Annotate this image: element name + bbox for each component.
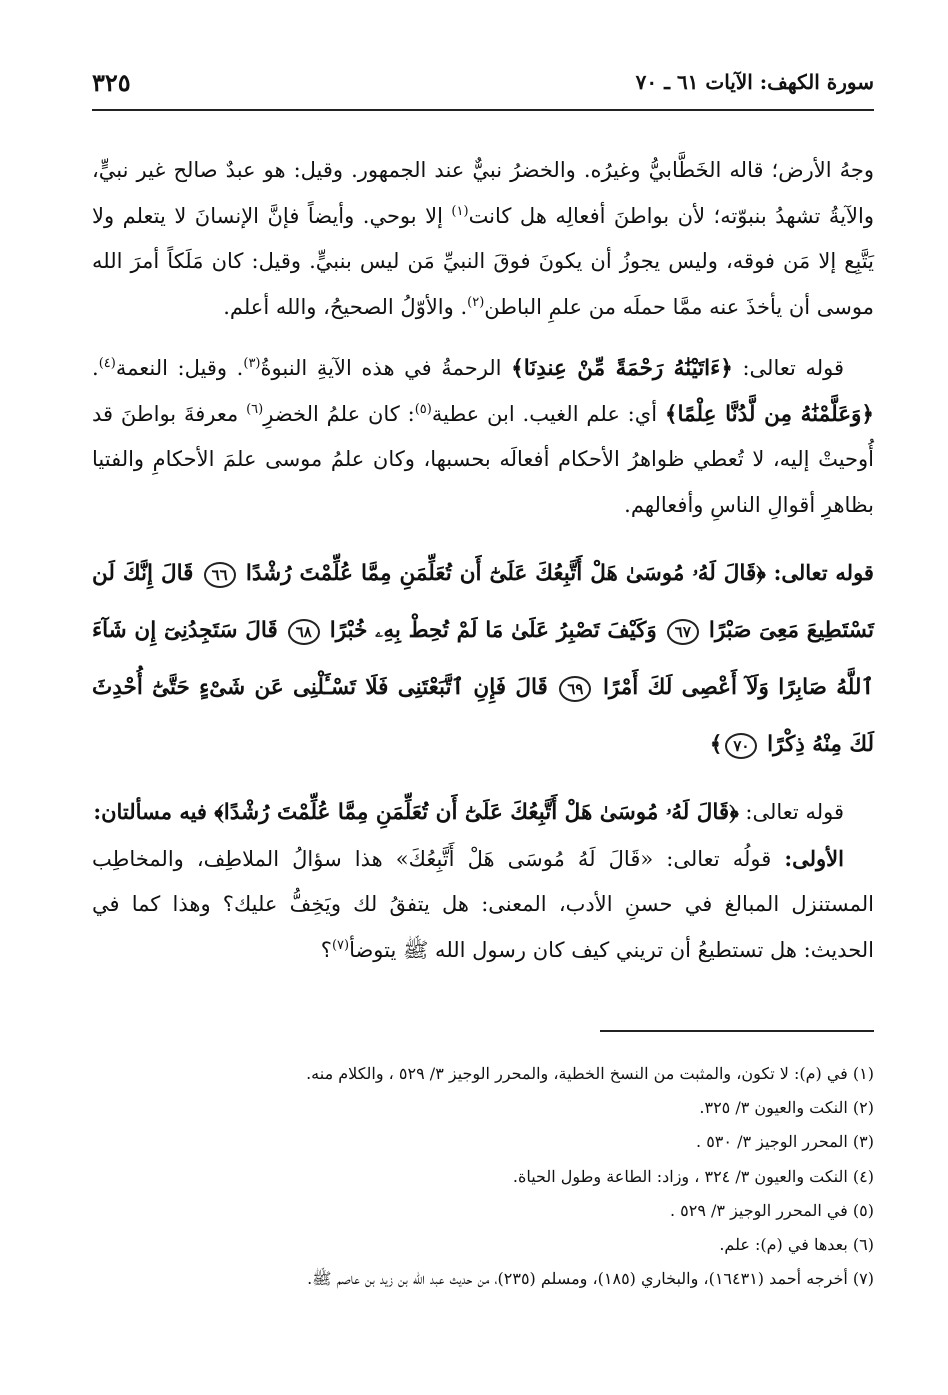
text-run: . وقيل: النعمة xyxy=(115,356,244,380)
footnote-2: (٢) النكت والعيون ٣/ ٣٢٥. xyxy=(699,1098,874,1118)
text-run: وجهُ الأرض؛ قاله الخَطَّابيُّ وغيرُه. والخضرُ نبيٌّ عند الجمهور. وقيل: هو عبدٌ صالح غير نبيٍّ، والآيةُ تشهدُ بنبوّته؛ لأن بواطنَ أفعالِه هل كانت xyxy=(92,158,874,228)
text-run: . والأوّلُ الصحيحُ، والله أعلم. xyxy=(223,294,468,319)
text-run: : كان علمُ الخضرِ xyxy=(263,401,415,426)
footnote-ref-6: (٦) xyxy=(246,401,264,417)
ayah-number-69: ٦٩ xyxy=(559,676,591,702)
footnote-4: (٤) النكت والعيون ٣/ ٣٢٤ ، وزاد: الطاعة وطول الحياة. xyxy=(512,1166,874,1186)
footnote-ref-3: (٣) xyxy=(243,356,261,371)
verse-68: وَكَيْفَ تَصْبِرُ عَلَىٰ مَا لَمْ تُحِطْ بِهِۦ خُبْرًا xyxy=(329,618,657,643)
footnote-1: (١) في (م): لا تكون، والمثبت من النسخ الخطية، والمحرر الوجيز ٣/ ٥٢٩ ، والكلام منه. xyxy=(306,1064,874,1083)
quran-quote: ﴿قَالَ لَهُۥ مُوسَىٰ هَلْ أَتَّبِعُكَ عَلَىٰٓ أَن تُعَلِّمَنِ مِمَّا عُلِّمْتَ رُشْدًا﴾ xyxy=(214,800,739,825)
footnote-5: (٥) في المحرر الوجيز ٣/ ٥٢٩ . xyxy=(669,1200,874,1220)
ayah-number-67: ٦٧ xyxy=(667,619,699,645)
text-run: الرحمةُ في هذه الآيةِ النبوةُ xyxy=(260,356,512,380)
verse-lead: قوله تعالى: xyxy=(765,560,874,585)
footnote-ref-1: (١) xyxy=(451,203,469,219)
verse-close-bracket: ﴾ xyxy=(709,732,723,757)
text-run: إلا بوحي. وأيضاً فإنَّ الإنسانَ لا يتعلم ولا يَتَّبِع إلا مَن فوقه، وليس يجوزُ أن يكونَ فوقَ النبيِّ مَن ليس بنبيٍّ. وقيل: كان مَلَكاً أمرَ الله موسى أن يأخذَ عنه ممَّا حملَه من علمِ الباطن xyxy=(92,203,874,319)
section-heading: فيه مسألتان: xyxy=(93,799,215,824)
verse-66: ﴿قَالَ لَهُۥ مُوسَىٰ هَلْ أَتَّبِعُكَ عَلَىٰٓ أَن تُعَلِّمَنِ مِمَّا عُلِّمْتَ رُشْدًا xyxy=(245,561,766,586)
ayah-number-70: ٧٠ xyxy=(725,733,757,759)
text-run: معرفةَ بواطنَ قد أُوحيتْ إليه، لا تُعطي ظواهرُ الأحكام أفعالَه بحسبها، وكان علمُ موسى علمَ الأحكامِ والفتيا بظاهرِ أقوالِ الناسِ وأفعالهم. xyxy=(92,401,874,517)
quran-quote: ﴿وَعَلَّمْنَٰهُ مِن لَّدُنَّا عِلْمًا﴾ xyxy=(664,401,874,427)
footnote-3: (٣) المحرر الوجيز ٣/ ٥٣٠ . xyxy=(696,1132,874,1152)
text-run: ؟ xyxy=(320,937,332,962)
footnote-ref-5: (٥) xyxy=(414,401,432,417)
paragraph-2 xyxy=(92,346,874,528)
text-run: . xyxy=(92,356,99,380)
text-run: قولُه تعالى: «قَالَ لَهُ مُوسَى هَلْ أَتَّبِعُكَ» هذا سؤالُ الملاطِف، والمخاطِب المستنزل المبالغ في حسنِ الأدب، المعنى: هل يتفقُ لك ويَخِفُّ عليك؟ وهذا كما في الحديث: هل تستطيعُ أن تريني كيف كان رسول الله ﷺ يتوضأ xyxy=(92,846,874,962)
footnotes xyxy=(92,1057,874,1296)
footnote-rule xyxy=(600,1030,874,1032)
paragraph-4 xyxy=(92,836,874,974)
verses-66-70 xyxy=(92,544,874,773)
footnote-7: (٧) أخرجه أحمد (١٦٤٣١)، والبخاري (١٨٥)، ومسلم (٢٣٥)، من حديث عبد الله بن زيد بن عاصم ﷺ. xyxy=(307,1269,874,1289)
running-title: سورة الكهف: الآيات ٦١ ـ ٧٠ xyxy=(635,70,874,94)
footnote-ref-4: (٤) xyxy=(98,356,116,371)
text-run: قوله تعالى: xyxy=(732,356,845,380)
page-number: ٣٢٥ xyxy=(92,68,131,97)
footnote-ref-2: (٢) xyxy=(467,294,485,310)
footnote-ref-7: (٧) xyxy=(331,937,350,953)
page-header xyxy=(92,64,874,104)
paragraph-3 xyxy=(92,789,874,836)
text-run: قوله تعالى: xyxy=(738,800,844,824)
verse-70: قَالَ فَإِنِ ٱتَّبَعْتَنِى فَلَا تَسْـَٔلْنِى عَن شَىْءٍ حَتَّىٰٓ أُحْدِثَ لَكَ مِنْهُ ذِكْرًا xyxy=(92,675,874,757)
verse-67: قَالَ إِنَّكَ لَن تَسْتَطِيعَ مَعِىَ صَبْرًا xyxy=(92,561,874,643)
text-run: أي: علم الغيب. ابن عطية xyxy=(431,401,665,426)
header-rule xyxy=(92,109,874,111)
verse-69: قَالَ سَتَجِدُنِىٓ إِن شَآءَ ٱللَّهُ صَابِرًا وَلَآ أَعْصِى لَكَ أَمْرًا xyxy=(92,618,874,700)
body-text xyxy=(92,148,874,973)
ayah-number-68: ٦٨ xyxy=(288,619,320,645)
paragraph-1 xyxy=(92,148,874,330)
quran-quote: ﴿ءَاتَيْنَٰهُ رَحْمَةً مِّنْ عِندِنَا﴾ xyxy=(511,356,733,381)
ayah-number-66: ٦٦ xyxy=(204,562,236,588)
verse-block xyxy=(92,544,874,773)
footnote-6: (٦) بعدها في (م): علم. xyxy=(719,1235,874,1255)
issue-label: الأولى: xyxy=(784,845,844,871)
